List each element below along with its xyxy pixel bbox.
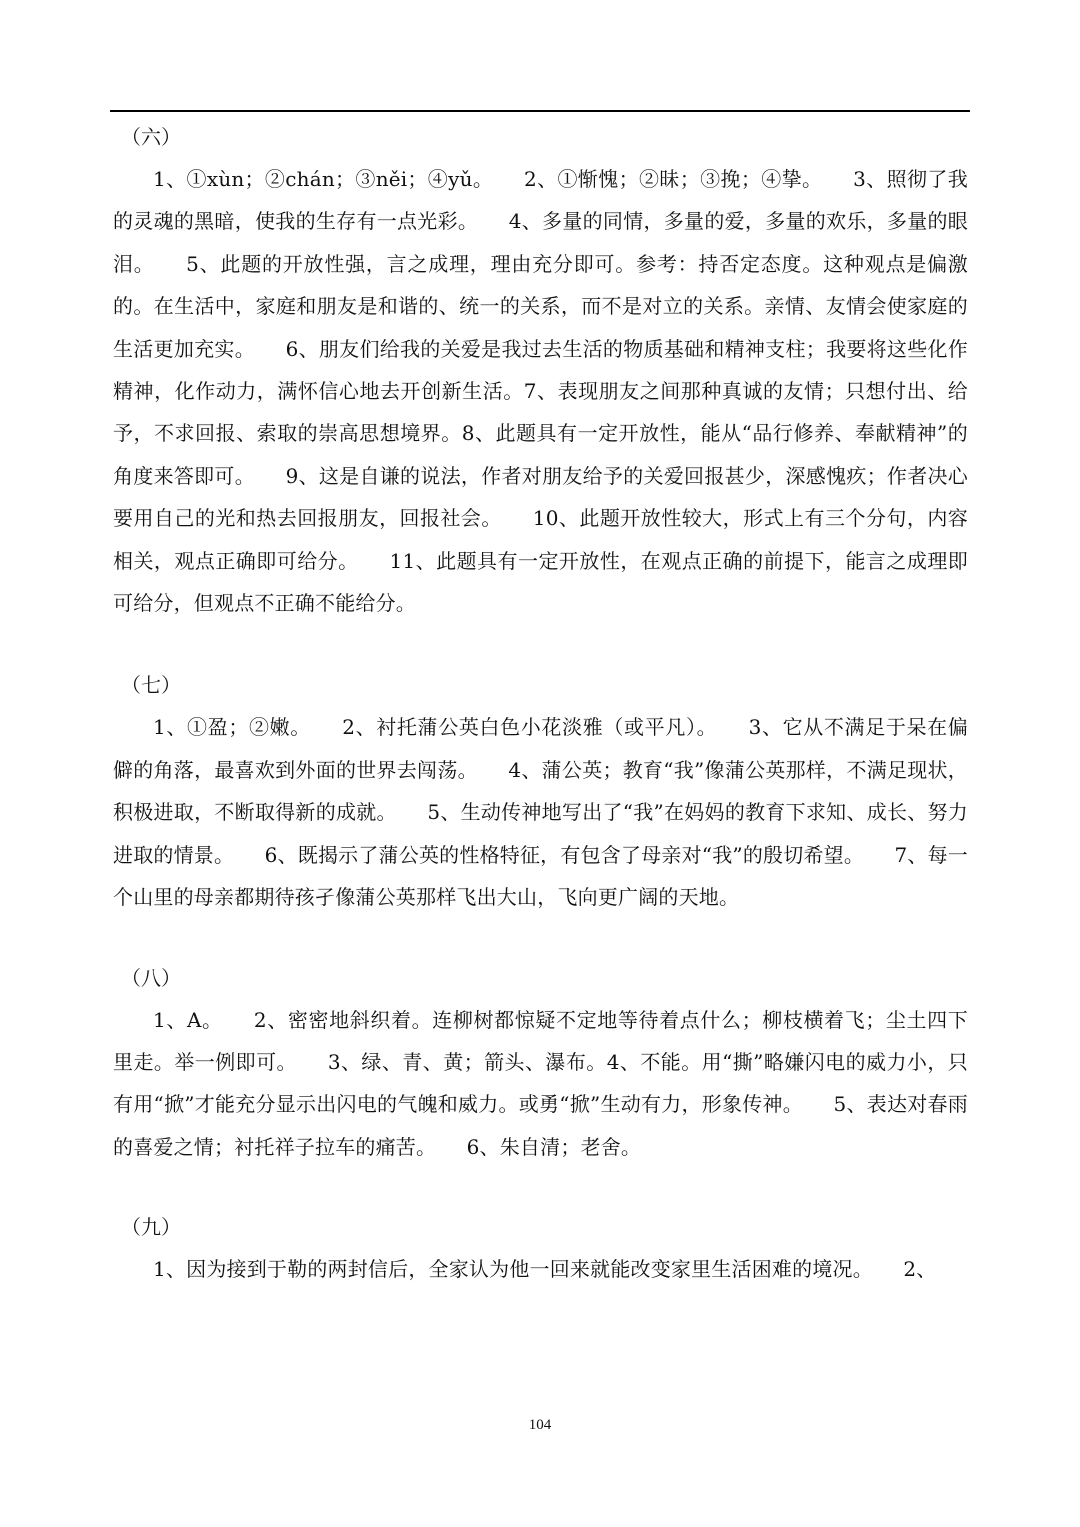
header-rule [110, 110, 970, 112]
section-6 [113, 116, 968, 624]
section-body: 1、A。 2、密密地斜织着。连柳树都惊疑不定地等待着点什么；柳枝横着飞；尘土四下里走。举一例即可。 3、绿、青、黄；箭头、瀑布。4、不能。用“撕”略嫌闪电的威力小，只有用“掀”才能充分显示出闪电的气魄和威力。或勇“掀”生动有力，形象传神。 5、表达对春雨的喜爱之情；衬托祥子拉车的痛苦。 6、朱自清；老舍。 [113, 1007, 968, 1159]
section-7 [113, 664, 968, 918]
section-body: 1、因为接到于勒的两封信后，全家认为他一回来就能改变家里生活困难的境况。 2、 [153, 1257, 937, 1282]
section-spacer [113, 1168, 968, 1206]
section-heading: （六） [121, 125, 181, 149]
section-9 [113, 1206, 968, 1290]
section-heading: （九） [121, 1215, 181, 1240]
page-number: 104 [528, 1417, 552, 1433]
section-heading: （八） [121, 965, 181, 990]
section-heading: （七） [121, 673, 181, 698]
section-body: 1、①xùn；②chán；③něi；④yǔ。 2、①惭愧；②昧；③挽；④挚。 3、照彻了我的灵魂的黑暗，使我的生存有一点光彩。 4、多量的同情，多量的爱，多量的欢乐，多量的眼泪。 5、此题的开放性强，言之成理，理由充分即可。参考：持否定态度。这种观点是偏激的。在生活中，家庭和朋友是和谐的、统一的关系，而不是对立的关系。亲情、友情会使家庭的生活更加充实。 6、朋友们给我的关爱是我过去生活的物质基础和精神支柱；我要将这些化作精神，化作动力，满怀信心地去开创新生活。7、表现朋友之间那种真诚的友情；只想付出、给予，不求回报、索取的崇高思想境界。8、此题具有一定开放性，能从“品行修养、奉献精神”的角度来答即可。 9、这是自谦的说法，作者对朋友给予的关爱回报甚少，深感愧疚；作者决心要用自己的光和热去回报朋友，回报社会。 10、此题开放性较大，形式上有三个分句，内容相关，观点正确即可给分。 11、此题具有一定开放性，在观点正确的前提下，能言之成理即可给分，但观点不正确不能给分。 [113, 167, 968, 616]
section-body: 1、①盈；②嫩。 2、衬托蒲公英白色小花淡雅（或平凡）。 3、它从不满足于呆在偏僻的角落，最喜欢到外面的世界去闯荡。 4、蒲公英；教育“我”像蒲公英那样，不满足现状，积极进取，不断取得新的成就。 5、生动传神地写出了“我”在妈妈的教育下求知、成长、努力进取的情景。 6、既揭示了蒲公英的性格特征，有包含了母亲对“我”的殷切希望。 7、每一个山里的母亲都期待孩孑像蒲公英那样飞出大山，飞向更广阔的天地。 [113, 715, 968, 910]
section-spacer [113, 919, 968, 957]
section-8 [113, 957, 968, 1169]
answer-key-content [113, 116, 968, 1291]
section-spacer [113, 624, 968, 664]
